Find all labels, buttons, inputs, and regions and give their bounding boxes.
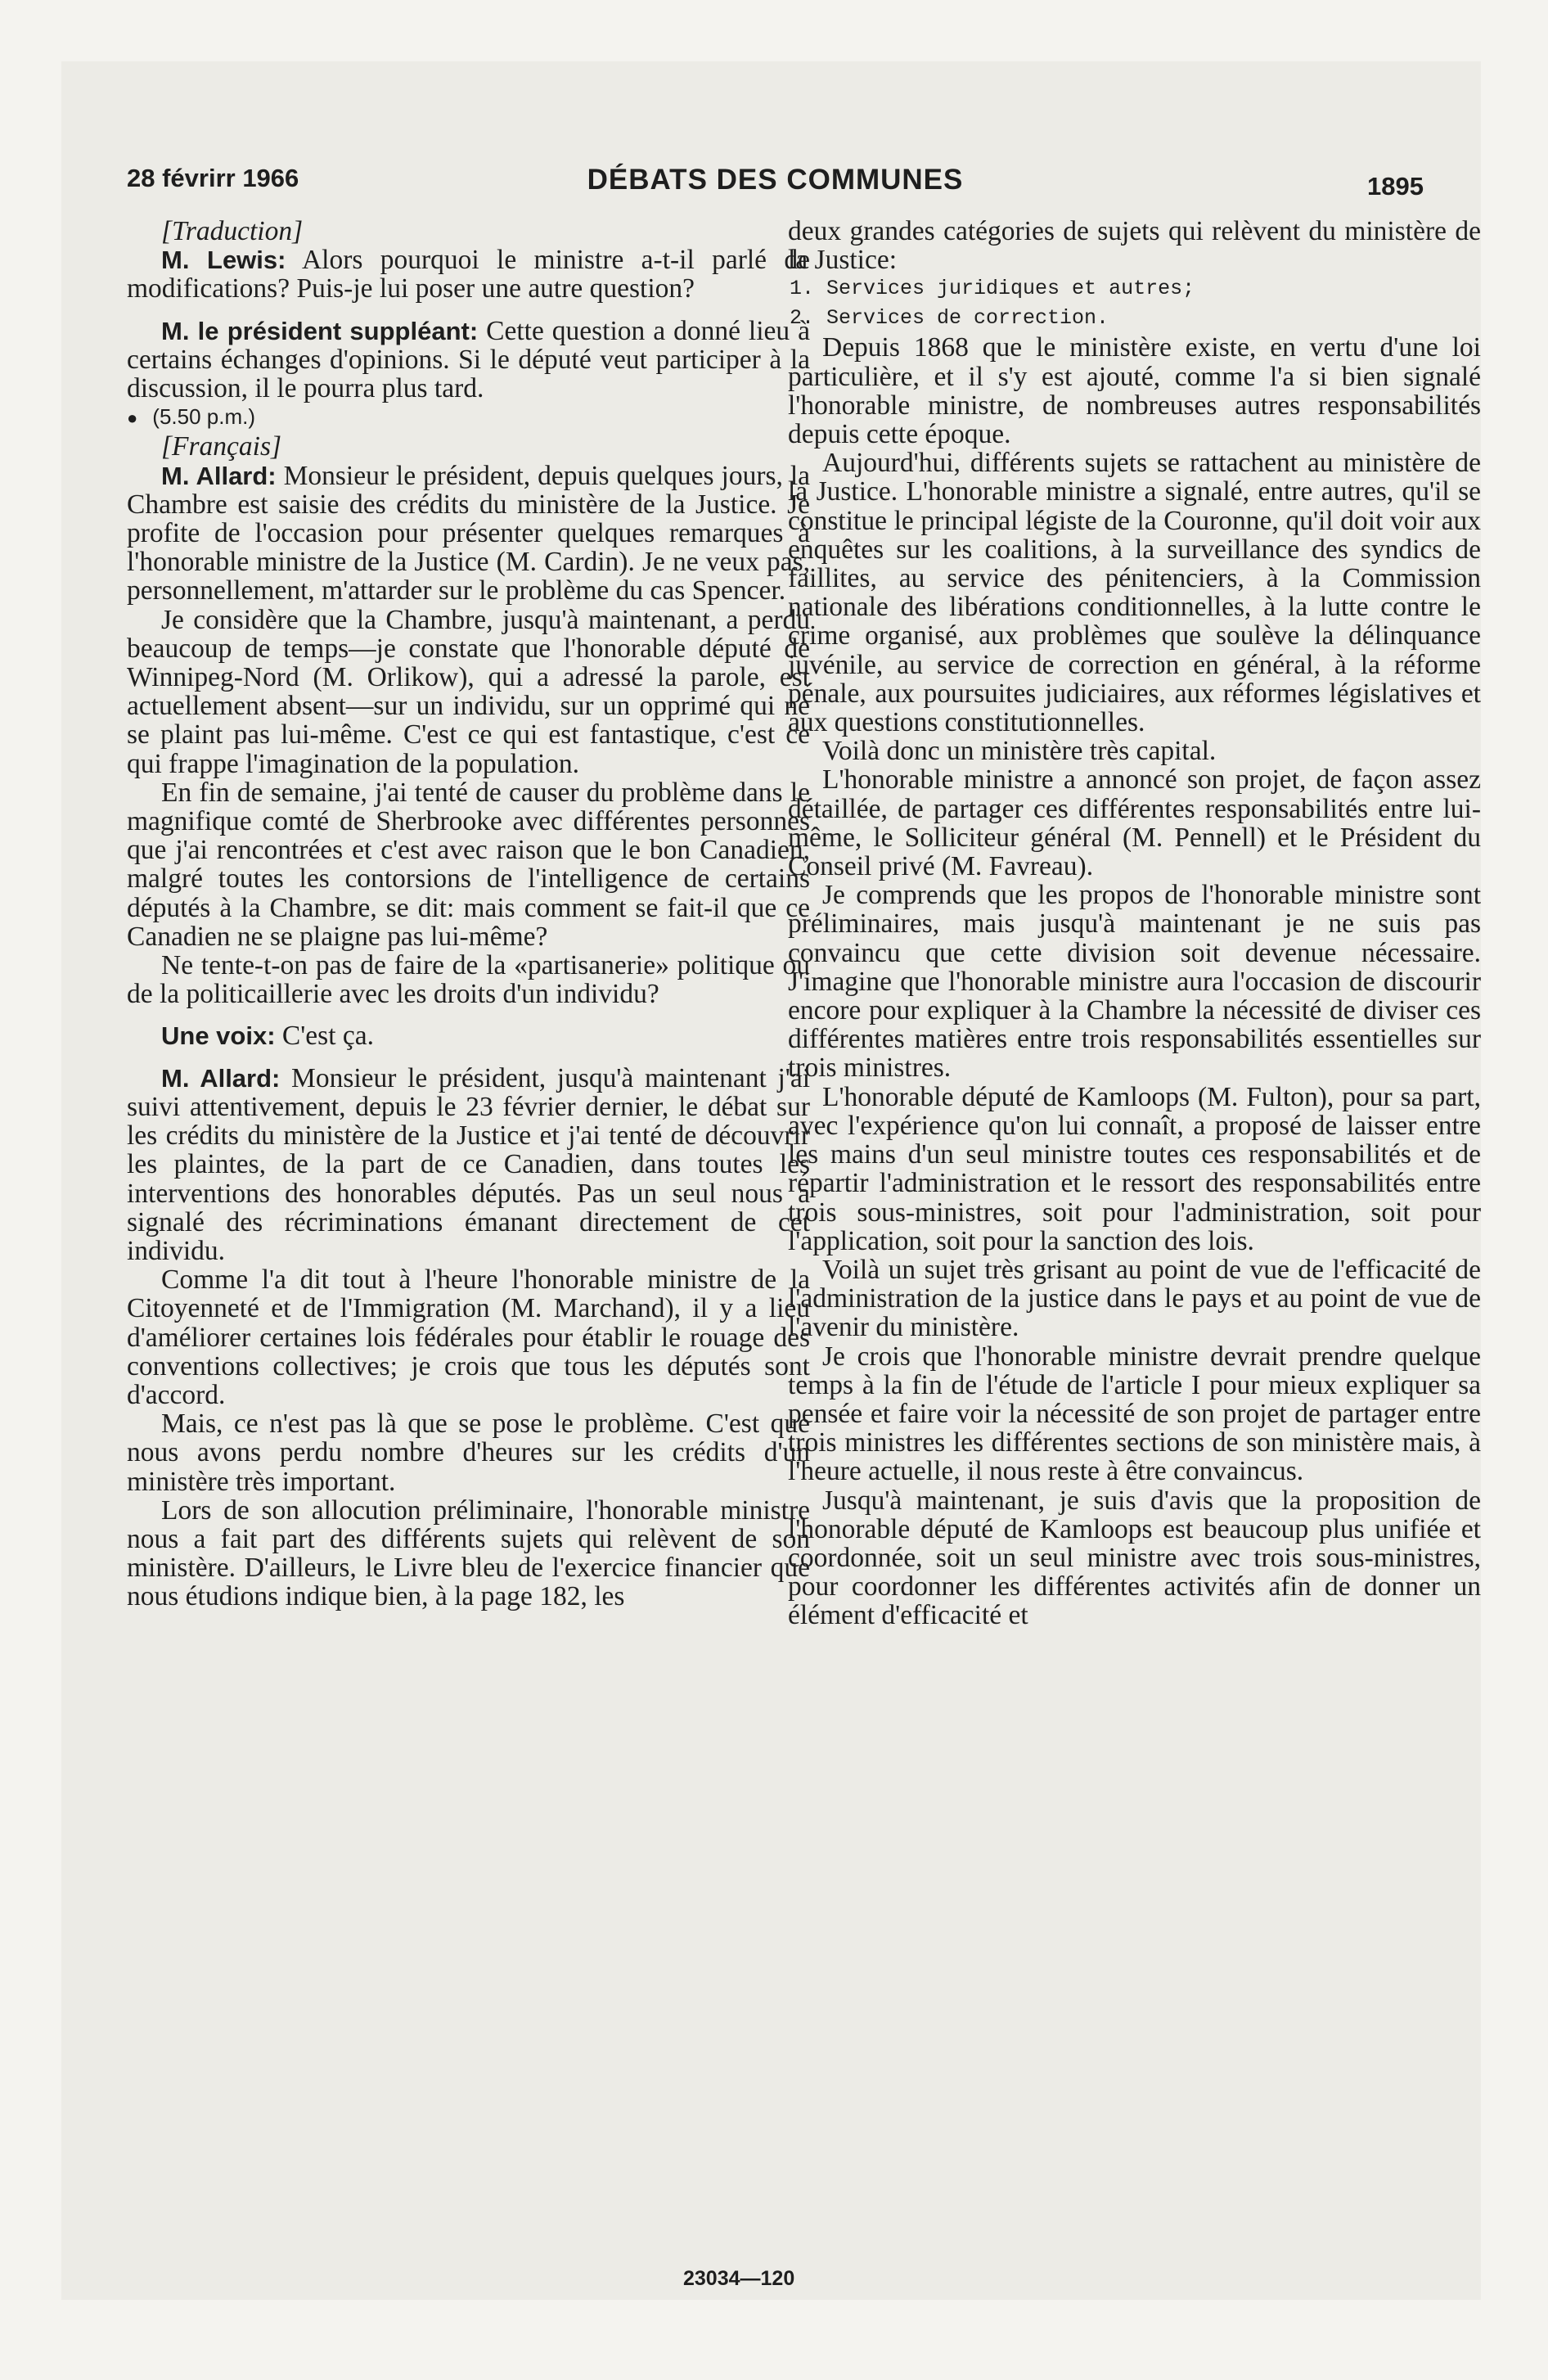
language-note: [Français] (161, 431, 282, 462)
paragraph (127, 462, 810, 606)
paragraph: Jusqu'à maintenant, je suis d'avis que la proposition de l'honorable député de Kamloops est beaucoup plus unifiée et coordonnée, soit un seul ministre avec trois sous-ministres, pour coordonner les différentes activités afin de donner un élément d'efficacité et (788, 1485, 1481, 1631)
speech-text: Monsieur le président, depuis quelques jours, la Chambre est saisie des crédits du ministère de la Justice. Je profite de l'occasion pour présenter quelques remarques à l'honorable ministre de la Justice (M. Cardin). Je ne veux pas, personnellement, m'attarder sur le problème du cas Spencer. (127, 460, 810, 606)
speaker-name: M. Allard: (161, 1063, 281, 1093)
paragraph: Depuis 1868 que le ministère existe, en vertu d'une loi particulière, et il s'y est ajouté, comme l'a si bien signalé l'honorable ministre, de nombreuses autres responsabilités depuis cette époque. (788, 332, 1481, 450)
paragraph: deux grandes catégories de sujets qui relèvent du ministère de la Justice: (788, 216, 1481, 276)
right-column (788, 217, 1481, 1630)
header-date: 28 févrirr 1966 (127, 164, 299, 192)
footer-code: 23034—120 (683, 2267, 795, 2290)
paragraph: Voilà un sujet très grisant au point de vue de l'efficacité de l'administration de la justice dans le pays et au point de vue de l'avenir du ministère. (788, 1254, 1481, 1343)
header-title: DÉBATS DES COMMUNES (587, 164, 964, 196)
paragraph (127, 246, 810, 303)
paragraph: En fin de semaine, j'ai tenté de causer du problème dans le magnifique comté de Sherbrooke avec différentes personnes que j'ai rencontrées et c'est avec raison que le bon Canadien, malgré toutes les contorsions de l'intelligence de certains députés à la Chambre, se dit: mais comment se fait-il que ce Canadien ne se plaigne pas lui-même? (127, 777, 810, 952)
timestamp-text: (5.50 p.m.) (152, 404, 256, 430)
speech-text: C'est ça. (275, 1021, 374, 1052)
paragraph: Lors de son allocution préliminaire, l'honorable ministre nous a fait part des différents sujets qui relèvent de son ministère. D'ailleurs, le Livre bleu de l'exercice financier que nous étudions indique bien, à la page 182, les (127, 1494, 810, 1612)
paragraph: L'honorable député de Kamloops (M. Fulton), pour sa part, avec l'expérience qu'on lui connaît, a proposé de laisser entre les mains d'un seul ministre toutes ces responsabilités et de répartir l'administration et le ressort des responsabilités entre trois sous-ministres, soit pour l'administration, soit pour l'application, soit pour la sanction des lois. (788, 1081, 1481, 1256)
paragraph: Voilà donc un ministère très capital. (822, 736, 1217, 767)
paragraph: Aujourd'hui, différents sujets se rattachent au ministère de la Justice. L'honorable ministre a signalé, entre autres, qu'il se constitue le principal légiste de la Couronne, qu'il doit voir aux enquêtes sur les coalitions, à la surveillance des syndics de faillites, au service des pénitenciers, à la Commission nationale des libérations conditionnelles, à la lutte contre le crime organisé, aux problèmes que soulève la délinquance juvénile, au service de correction en général, à la réforme pénale, aux poursuites judiciaires, aux réformes législatives et aux questions constitutionnelles. (788, 448, 1481, 738)
page-scan (61, 61, 1481, 2300)
paragraph (127, 1021, 810, 1050)
list-item: 1. Services juridiques et autres; (790, 277, 1195, 301)
bullet-icon: ● (127, 408, 138, 429)
paragraph (127, 1064, 810, 1265)
speaker-name: M. le président suppléant: (161, 316, 479, 345)
language-note: [Traduction] (161, 216, 304, 246)
speaker-name: M. Lewis: (161, 246, 286, 275)
paragraph (127, 317, 810, 403)
paragraph: Je comprends que les propos de l'honorable ministre sont préliminaires, mais jusqu'à maintenant je ne suis pas convaincu que cette division soit devenue nécessaire. J'imagine que l'honorable ministre aura l'occasion de discourir encore pour expliquer à la Chambre la nécessité de diviser ces différentes matières entre trois responsabilités essentielles sur trois ministres. (788, 880, 1481, 1084)
speech-text: Alors pourquoi le ministre a-t-il parlé de modifications? Puis-je lui poser une autre question? (127, 245, 811, 304)
paragraph: Mais, ce n'est pas là que se pose le problème. C'est que nous avons perdu nombre d'heures sur les crédits d'un ministère très important. (127, 1409, 810, 1497)
header-page-number: 1895 (1367, 172, 1424, 201)
timestamp (127, 403, 810, 432)
paragraph: L'honorable ministre a annoncé son projet, de façon assez détaillée, de partager ces différentes responsabilités entre lui-même, le Solliciteur général (M. Pennell) et le Président du Conseil privé (M. Favreau). (788, 764, 1481, 882)
paragraph: Comme l'a dit tout à l'heure l'honorable ministre de la Citoyenneté et de l'Immigration (M. Marchand), il y a lieu d'améliorer certaines lois fédérales pour établir le rouage des conventions collectives; je crois que tous les députés sont d'accord. (127, 1264, 810, 1410)
left-column (127, 217, 810, 1611)
paragraph: Je considère que la Chambre, jusqu'à maintenant, a perdu beaucoup de temps—je constate que l'honorable député de Winnipeg-Nord (M. Orlikow), qui a adressé la parole, est actuellement absent—sur un individu, sur un opprimé qui ne se plaint pas lui-même. C'est ce qui est fantastique, c'est ce qui frappe l'imagination de la population. (127, 604, 810, 779)
speaker-name: Une voix: (161, 1021, 276, 1051)
paragraph: Ne tente-t-on pas de faire de la «partisanerie» politique ou de la politicaillerie avec les droits d'un individu? (127, 950, 810, 1010)
list-item: 2. Services de correction. (790, 306, 1109, 331)
paragraph: Je crois que l'honorable ministre devrait prendre quelque temps à la fin de l'étude de l'article I pour mieux expliquer sa pensée et faire voir la nécessité de son projet de partager entre trois ministres les différentes sections de son ministère mais, à l'heure actuelle, il nous reste à être convaincus. (788, 1341, 1481, 1487)
speech-text: Monsieur le président, jusqu'à maintenant j'ai suivi attentivement, depuis le 23 février dernier, le débat sur les crédits du ministère de la Justice et j'ai tenté de découvrir les plaintes, de la part de ce Canadien, dans toutes les interventions des honorables députés. Pas un seul nous a signalé des récriminations émanant directement de cet individu. (127, 1062, 810, 1266)
speech-text: Cette question a donné lieu à certains échanges d'opinions. Si le député veut participer à la discussion, il le pourra plus tard. (127, 315, 810, 404)
page-header (127, 160, 1424, 201)
speaker-name: M. Allard: (161, 461, 277, 490)
